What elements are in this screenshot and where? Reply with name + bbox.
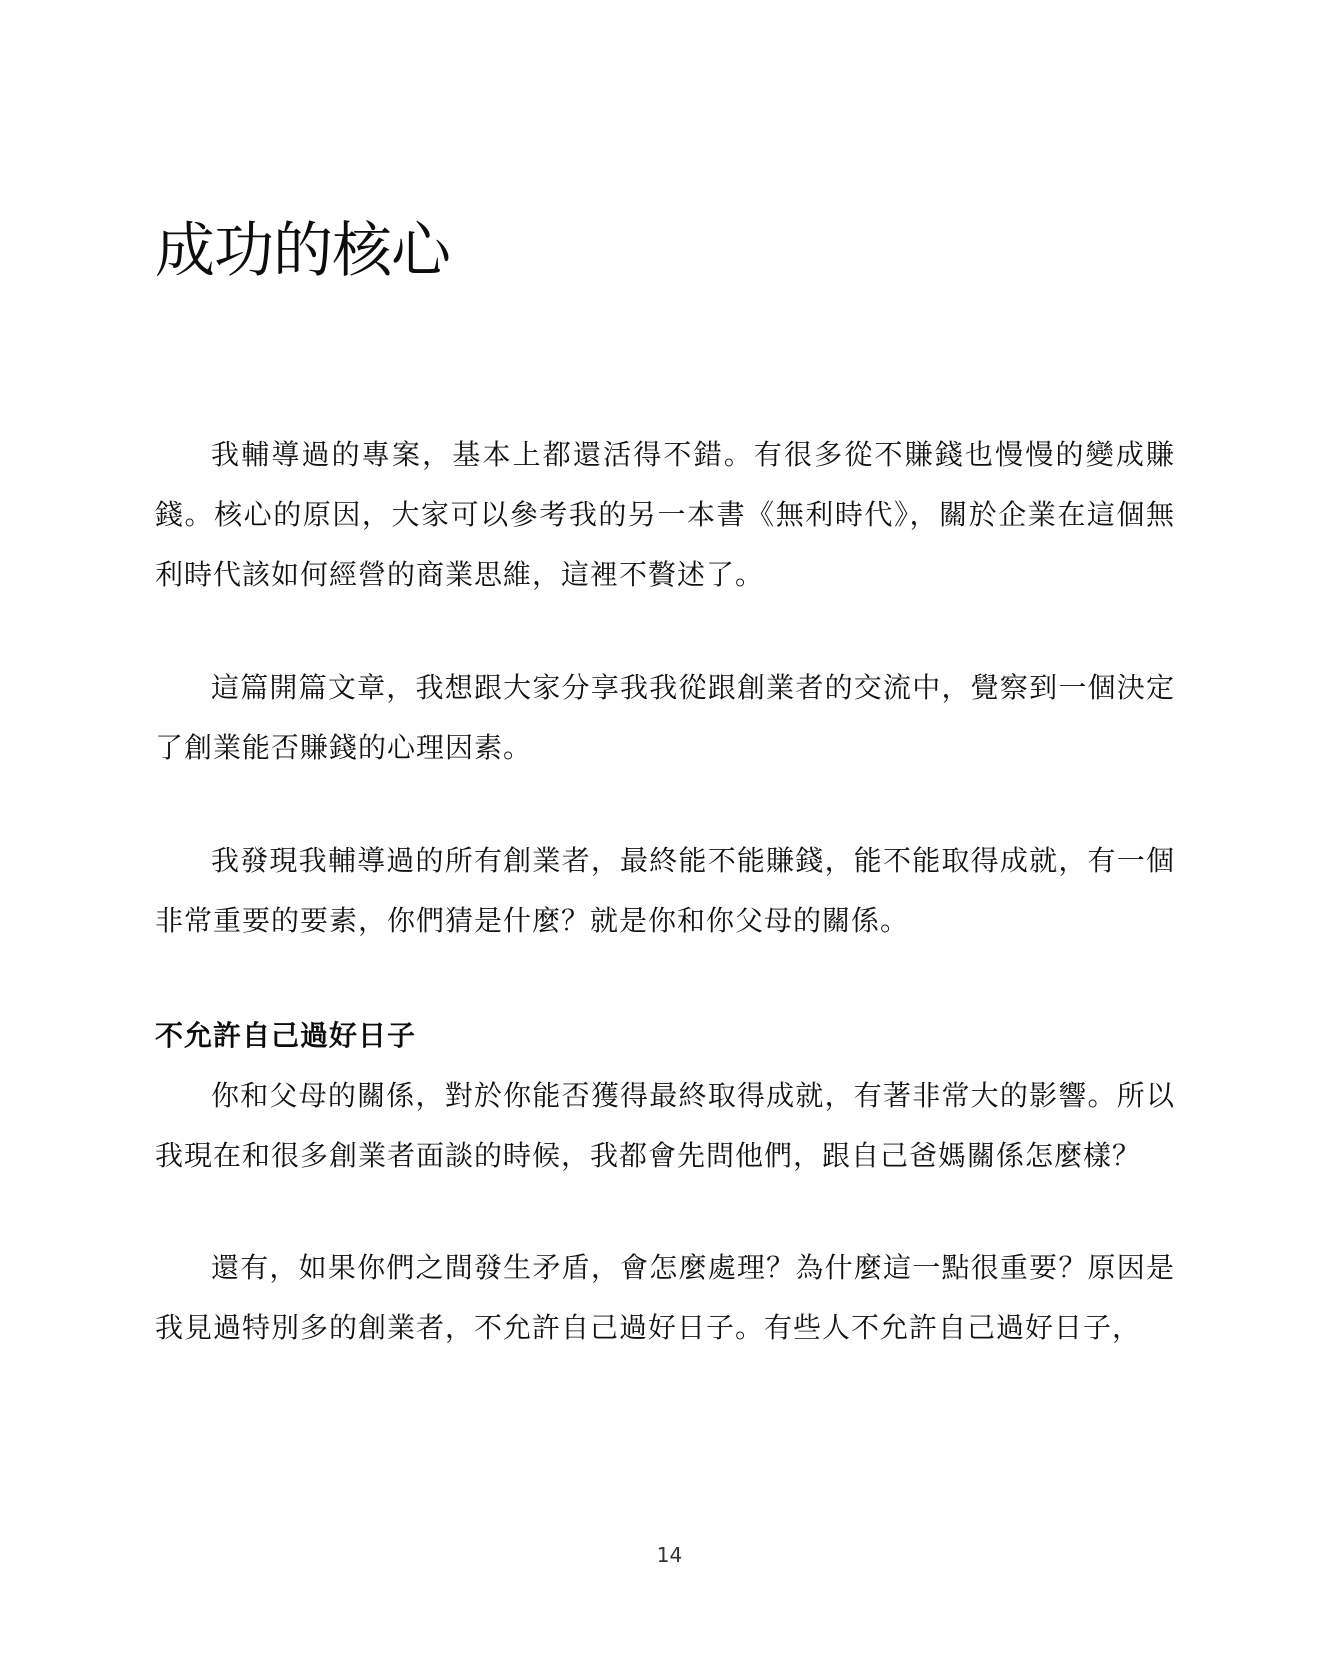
page-number: 14	[656, 1543, 683, 1567]
paragraph-block-2	[155, 658, 1175, 778]
chapter-title: 成功的核心	[155, 216, 450, 286]
paragraph-3: 我發現我輔導過的所有創業者，最終能不能賺錢，能不能取得成就，有一個非常重要的要素，你們猜是什麼？就是你和你父母的關係。	[155, 844, 1175, 937]
paragraph-block-3	[155, 831, 1175, 951]
section-paragraph-1: 你和父母的關係，對於你能否獲得最終取得成就，有著非常大的影響。所以我現在和很多創業者面談的時候，我都會先問他們，跟自己爸媽關係怎麼樣？	[155, 1079, 1175, 1172]
intro-paragraph-block	[155, 425, 1175, 605]
section-block	[155, 1006, 1175, 1186]
section-heading: 不允許自己過好日子	[155, 1019, 417, 1052]
paragraph-block-5	[155, 1238, 1175, 1358]
paragraph-1: 我輔導過的專案，基本上都還活得不錯。有很多從不賺錢也慢慢的變成賺錢。核心的原因，大家可以參考我的另一本書《無利時代》，關於企業在這個無利時代該如何經營的商業思維，這裡不贅述了。	[155, 438, 1175, 591]
paragraph-2: 這篇開篇文章，我想跟大家分享我我從跟創業者的交流中，覺察到一個決定了創業能否賺錢的心理因素。	[155, 671, 1175, 764]
section-paragraph-2: 還有，如果你們之間發生矛盾，會怎麼處理？為什麼這一點很重要？原因是我見過特別多的創業者，不允許自己過好日子。有些人不允許自己過好日子，	[155, 1251, 1175, 1344]
